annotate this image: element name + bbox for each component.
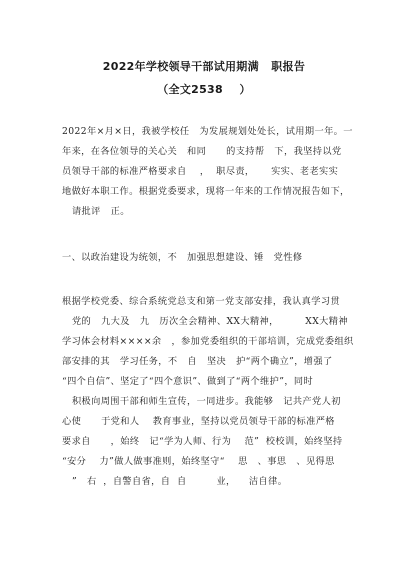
document-subtitle: （全文2538 ） (157, 83, 251, 96)
paragraph-line: 请批评 正。 (62, 206, 130, 217)
paragraph-line: 学习体会材料××××余 ，参加党委组织的干部培训，完成党委组织 (62, 336, 354, 347)
document-title: 2022年学校领导干部试用期满 职报告 (102, 60, 306, 73)
paragraph-line: 心使 于党和人 教育事业，坚持以党员领导干部的标准严格 (62, 416, 335, 427)
paragraph-line: 地做好本职工作。根据党委要求，现将一年来的工作情况报告如下， (62, 186, 350, 197)
paragraph-line: 要求自 ，始终 记“学为人师、行为 范” 校校训，始终坚持 (62, 436, 343, 447)
section-heading: 一、以政治建设为统领，不 加强思想建设、锤 党性修 (62, 252, 303, 263)
paragraph-line: 根据学校党委、综合系统党总支和第一党支部安排，我认真学习贯 (62, 296, 341, 307)
paragraph-line: “四个自信”、坚定了“四个意识”、做到了“两个维护”，同时 (62, 376, 314, 387)
paragraph-line: 2022年×月×日，我被学校任 为发展规划处处长，试用期一年。一 (62, 126, 353, 137)
paragraph-line: ” 右 ，自警自省，自 自 业， 洁自律。 (62, 476, 288, 487)
paragraph-line: 部安排的其 学习任务，不 自 坚决 护“两个确立”，增强了 (62, 356, 333, 367)
paragraph-line: 党的 九大及 九 历次全会精神、XX大精神， XX大精神 (62, 316, 348, 327)
paragraph-line: 员领导干部的标准严格要求自 ， 职尽责， 实实、老老实实 (62, 166, 339, 177)
paragraph-line: 积极向周围干部和师生宣传，一同进步。我能够 记共产党人初 (62, 396, 341, 407)
paragraph-line: “安分 力”做人做事准则，始终坚守“ 思 、事思 、见得思 (62, 456, 335, 467)
paragraph-line: 年来，在各位领导的关心关 和同 的支持帮 下，我坚持以党 (62, 146, 342, 157)
